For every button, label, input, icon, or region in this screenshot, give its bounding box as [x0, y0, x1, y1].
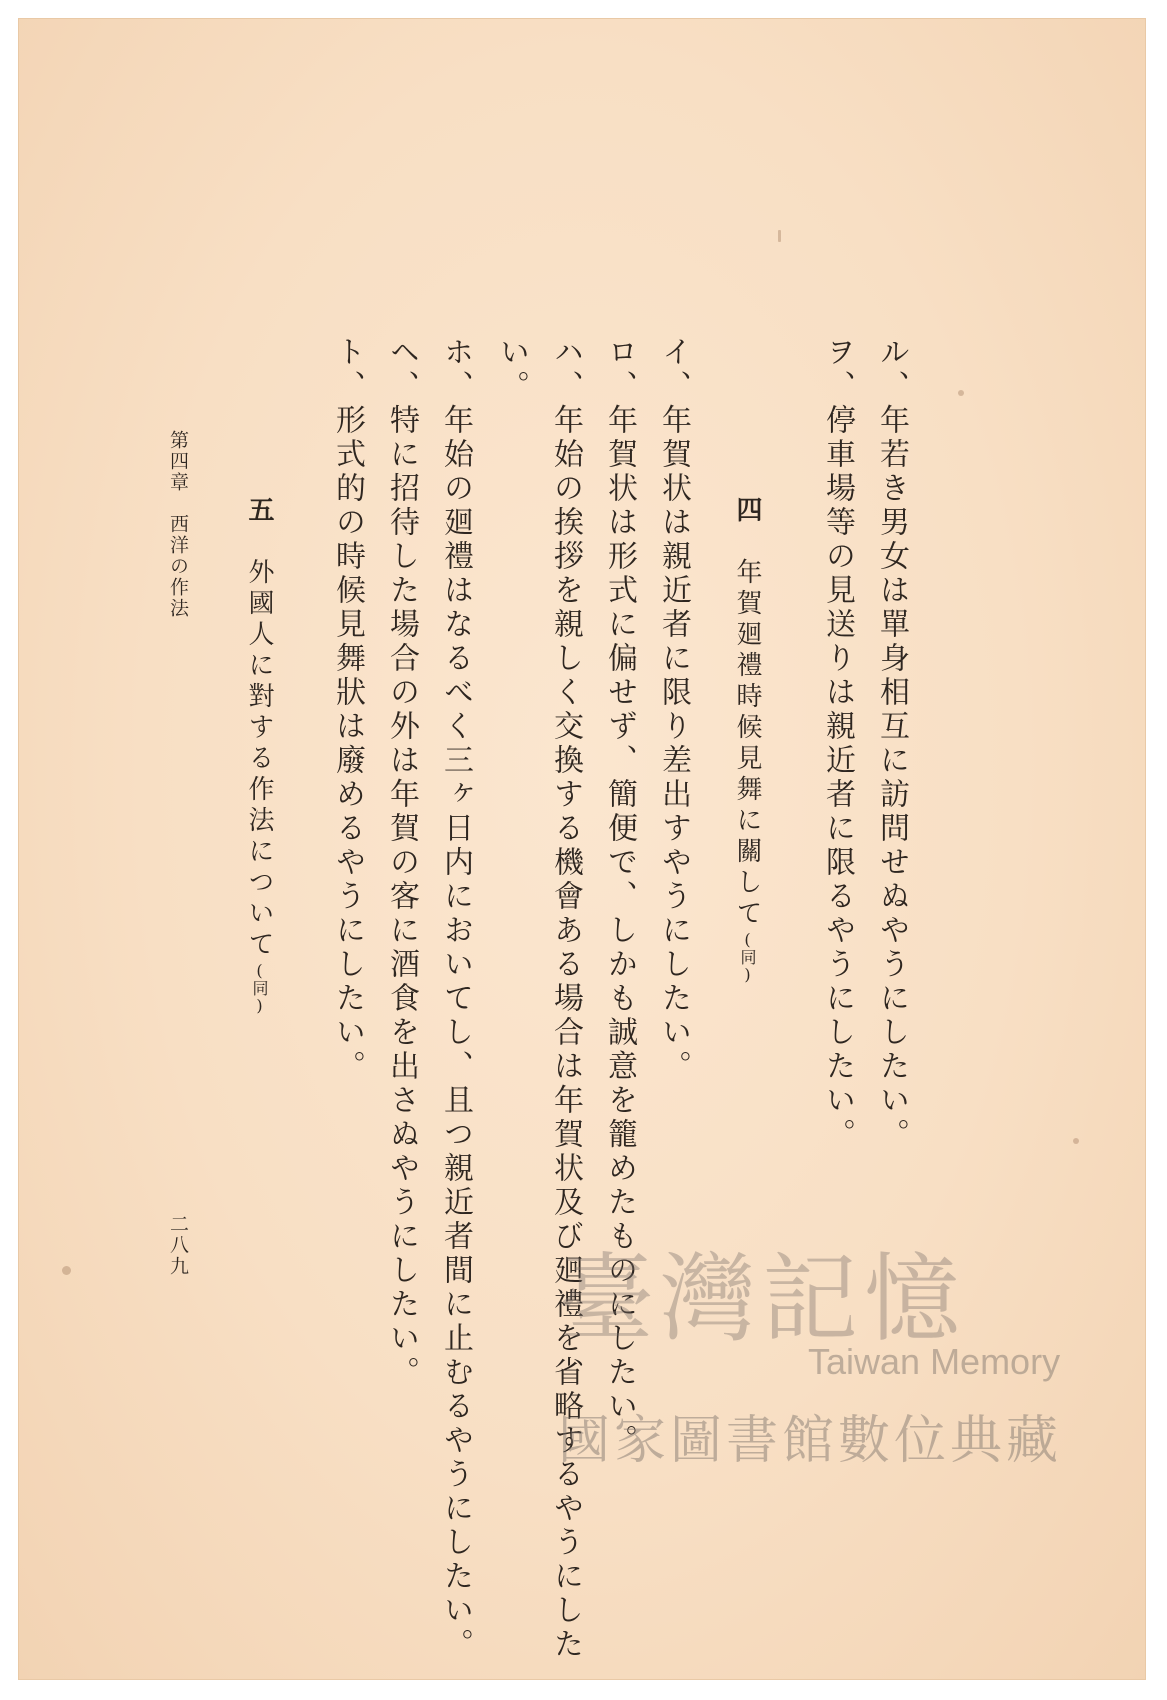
book-page: [18, 18, 1146, 1680]
paper-speck: [778, 230, 781, 242]
section-5-title: 外國人に對する作法について: [244, 558, 274, 961]
section-5-heading: [246, 496, 272, 1015]
watermark-taiwan-memory-cjk: 臺灣記憶: [558, 1243, 966, 1355]
section-4-heading: [734, 496, 760, 984]
page-number: 二八九: [167, 1214, 189, 1277]
paper-speck: [62, 1266, 71, 1275]
item-ru: ル、年若き男女は單身相互に訪問せぬやうにしたい。: [874, 336, 909, 1152]
watermark-library-name: 國家圖書館數位典藏: [558, 1411, 1063, 1471]
item-i: イ、年賀状は親近者に限り差出すやうにしたい。: [656, 336, 691, 1084]
paper-speck: [958, 390, 964, 396]
item-ho: ホ、年始の廻禮はなるべく三ヶ日内においてし、且つ親近者間に止むるやうにしたい。: [438, 336, 473, 1662]
paper-speck: [1073, 1138, 1079, 1144]
running-chapter-title: 第四章 西洋の作法: [167, 430, 189, 619]
section-4-title: 年賀廻禮時候見舞に關して: [732, 558, 762, 930]
item-he: ヘ、特に招待した場合の外は年賀の客に酒食を出さぬやうにしたい。: [384, 336, 419, 1390]
item-ha: ハ、年始の挨拶を親しく交換する機會ある場合は年賀状及び廻禮を省略するやうにした: [548, 336, 583, 1662]
watermark: [558, 1223, 1118, 1513]
section-4-number: 四: [732, 496, 762, 527]
item-ha-continued: い。: [494, 336, 529, 404]
section-5-note: (同): [250, 961, 269, 1015]
item-wo: ヲ、停車場等の見送りは親近者に限るやうにしたい。: [820, 336, 855, 1152]
section-5-number: 五: [244, 496, 274, 527]
item-ro: ロ、年賀状は形式に偏せず、簡便で、しかも誠意を籠めたものにしたい。: [602, 336, 637, 1458]
item-to: ト、形式的の時候見舞狀は廢めるやうにしたい。: [330, 336, 365, 1084]
section-4-note: (同): [738, 930, 757, 984]
watermark-taiwan-memory-en: Taiwan Memory: [808, 1341, 1061, 1382]
